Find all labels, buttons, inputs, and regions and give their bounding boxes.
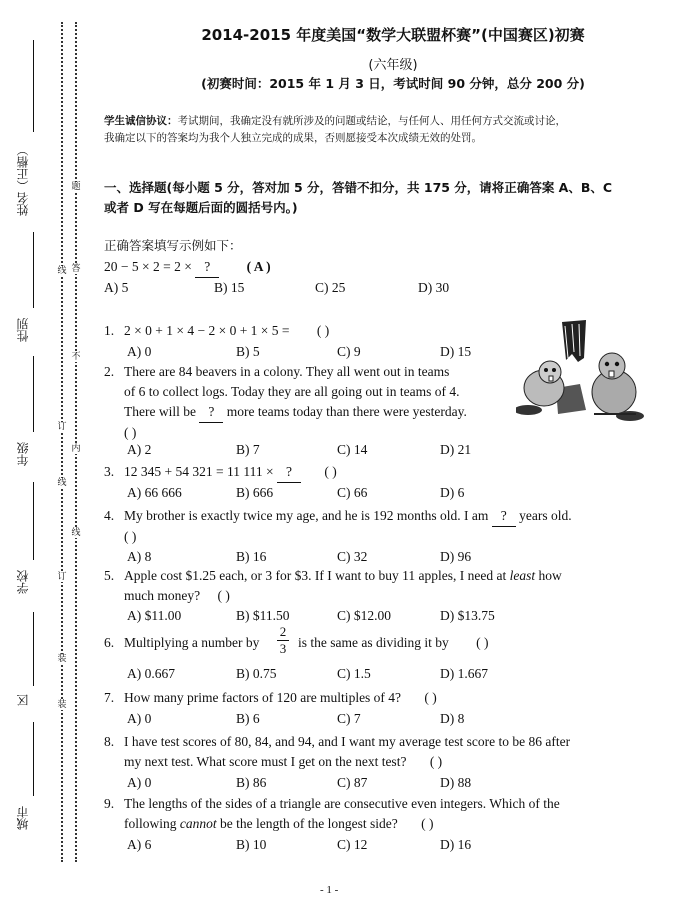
question-8 (124, 732, 644, 772)
option: B) 86 (236, 775, 267, 790)
question-6-pre: Multiplying a number by (124, 635, 260, 650)
question-text: more teams today than there were yesterday. (226, 404, 467, 419)
binding-right-char: 线 (69, 528, 83, 538)
question-text: how (538, 568, 562, 583)
option: D) 16 (440, 837, 472, 852)
question-text: following (124, 816, 177, 831)
question-number: 7. (104, 690, 115, 705)
side-field-district: 区 (16, 694, 30, 706)
question-text: years old. (519, 508, 572, 523)
binding-right-char: 题 (69, 182, 83, 192)
binding-char: 订 (55, 422, 69, 432)
question-number: 9. (104, 796, 115, 811)
exam-grade: (六年级) (368, 58, 418, 73)
option: B) 666 (236, 485, 274, 500)
option: D) 21 (440, 442, 472, 457)
fraction-numerator: 2 (279, 624, 287, 639)
option: A) 6 (127, 837, 152, 852)
option: C) 7 (337, 711, 361, 726)
example-option: D) 30 (418, 280, 450, 295)
answer-paren[interactable]: ( ) (124, 425, 137, 440)
option: A) 66 666 (127, 485, 182, 500)
option: C) 66 (337, 485, 368, 500)
binding-dotted-line-right (75, 22, 77, 862)
section-line2: 或者 D 写在每题后面的圆括号内。) (104, 200, 298, 215)
question-2 (124, 362, 544, 443)
question-text: The lengths of the sides of a triangle are consecutive even integers. Which of the (124, 796, 560, 811)
option: C) $12.00 (337, 608, 391, 623)
fraction-denominator: 3 (279, 641, 287, 656)
question-text: of 6 to collect logs. Today they are all going out in teams of 4. (124, 384, 460, 399)
question-emphasis: cannot (179, 816, 217, 831)
question-emphasis: least (509, 568, 536, 583)
binding-dotted-line-left (61, 22, 63, 862)
binding-right-char: 答 (69, 264, 83, 274)
option: B) 7 (236, 442, 260, 457)
binding-char: 订 (55, 572, 69, 582)
option: B) 16 (236, 549, 267, 564)
question-7 (124, 688, 437, 708)
answer-paren[interactable]: ( ) (124, 529, 137, 544)
question-3 (124, 462, 337, 483)
honesty-line1: 考试期间，我确定没有就所涉及的问题或结论，与任何人、用任何方式交流或讨论， (177, 115, 566, 127)
answer-paren[interactable]: ( ) (429, 754, 443, 769)
exam-time-info: (初赛时间：2015 年 1 月 3 日，考试时间 90 分钟，总分 200 分) (201, 76, 585, 91)
answer-blank: ? (277, 462, 301, 483)
side-field-name: 姓名（正楷） (16, 144, 30, 216)
question-1 (124, 321, 329, 341)
question-text: 2 × 0 + 1 × 4 − 2 × 0 + 1 × 5 = (124, 323, 290, 338)
question-text: my next test. What score must I get on the next test? (124, 754, 407, 769)
fraction-two-thirds (277, 625, 289, 656)
answer-paren[interactable]: ( ) (424, 690, 437, 705)
option: D) 88 (440, 775, 472, 790)
question-text: There are 84 beavers in a colony. They all went out in teams (124, 364, 450, 379)
side-field-grade: 年级 (16, 442, 30, 466)
question-number: 6. (104, 635, 115, 650)
question-9 (124, 794, 644, 834)
side-line-district (33, 612, 35, 686)
option: D) $13.75 (440, 608, 495, 623)
option: C) 12 (337, 837, 368, 852)
option: A) 0 (127, 344, 152, 359)
option: C) 1.5 (337, 666, 371, 681)
side-field-gender: 性别 (16, 318, 30, 342)
option: C) 87 (337, 775, 368, 790)
question-text: 12 345 + 54 321 = 11 111 × (124, 464, 274, 479)
binding-char: 线 (55, 266, 69, 276)
binding-char: 装 (55, 654, 69, 664)
question-text: much money? (124, 588, 201, 603)
page-number: - 1 - (320, 884, 339, 896)
option: B) $11.50 (236, 608, 290, 623)
option: A) 8 (127, 549, 152, 564)
binding-right-char: 不 (69, 352, 83, 362)
answer-paren[interactable]: ( ) (476, 635, 489, 650)
example-question (104, 257, 271, 278)
option: B) 6 (236, 711, 260, 726)
question-number: 4. (104, 508, 115, 523)
section-instructions (104, 178, 669, 218)
side-line-gender (33, 232, 35, 308)
option: B) 10 (236, 837, 267, 852)
option: A) 0 (127, 711, 152, 726)
section-line1: 一、选择题(每小题 5 分，答对加 5 分，答错不扣分，共 175 分，请将正确答案 A、B、C (104, 180, 613, 195)
option: B) 5 (236, 344, 260, 359)
side-line-school (33, 482, 35, 560)
side-line-name (33, 40, 35, 132)
question-number: 2. (104, 364, 115, 379)
question-number: 1. (104, 323, 115, 338)
option: C) 9 (337, 344, 361, 359)
honesty-label: 学生诚信协议： (104, 115, 178, 127)
answer-paren[interactable]: ( ) (217, 588, 230, 603)
example-option: C) 25 (315, 280, 346, 295)
example-option: B) 15 (214, 280, 245, 295)
option: A) 0 (127, 775, 152, 790)
binding-char: 线 (55, 478, 69, 488)
side-field-school: 学校 (16, 570, 30, 594)
option: A) 0.667 (127, 666, 175, 681)
question-text: be the length of the longest side? (220, 816, 398, 831)
answer-paren[interactable]: ( ) (316, 323, 330, 338)
option: D) 15 (440, 344, 472, 359)
option: C) 32 (337, 549, 368, 564)
example-answer: ( A ) (246, 259, 271, 274)
question-number: 5. (104, 568, 115, 583)
honesty-line2: 我确定以下的答案均为我个人独立完成的成果，否则愿接受本次成绩无效的处罚。 (104, 132, 482, 144)
answer-blank: ? (199, 402, 223, 423)
exam-title: 2014-2015 年度美国“数学大联盟杯赛”(中国赛区)初赛 (201, 26, 585, 44)
option: A) $11.00 (127, 608, 182, 623)
side-line-city (33, 722, 35, 796)
question-text: I have test scores of 80, 84, and 94, and I want my average test score to be 86 after (124, 734, 571, 749)
binding-right-char: 内 (69, 444, 83, 454)
question-text: is the same as dividing it by (298, 635, 449, 650)
binding-char: 装 (55, 700, 69, 710)
answer-paren[interactable]: ( ) (421, 816, 434, 831)
side-line-grade (33, 356, 35, 432)
question-text-line3 (124, 402, 544, 423)
answer-paren[interactable]: ( ) (324, 464, 337, 479)
example-option: A) 5 (104, 280, 129, 295)
option: C) 14 (337, 442, 368, 457)
question-6-post (298, 633, 489, 653)
question-text: Apple cost $1.25 each, or 3 for $3. If I want to buy 11 apples, I need at (124, 568, 507, 583)
example-answer-blank: ? (195, 257, 219, 278)
option: D) 96 (440, 549, 472, 564)
example-question-text: 20 − 5 × 2 = 2 × (104, 259, 192, 274)
side-field-city: 城市 (16, 806, 30, 830)
question-4 (124, 506, 624, 547)
option: D) 6 (440, 485, 465, 500)
question-number: 3. (104, 464, 115, 479)
answer-blank: ? (492, 506, 516, 527)
option: D) 1.667 (440, 666, 488, 681)
question-number: 8. (104, 734, 115, 749)
question-text: My brother is exactly twice my age, and he is 192 months old. I am (124, 508, 489, 523)
question-5 (124, 566, 624, 606)
honesty-agreement (104, 113, 664, 147)
option: A) 2 (127, 442, 152, 457)
question-text: There will be (124, 404, 196, 419)
option: B) 0.75 (236, 666, 277, 681)
option: D) 8 (440, 711, 465, 726)
question-text: How many prime factors of 120 are multiples of 4? (124, 690, 402, 705)
example-label: 正确答案填写示例如下： (104, 238, 242, 253)
